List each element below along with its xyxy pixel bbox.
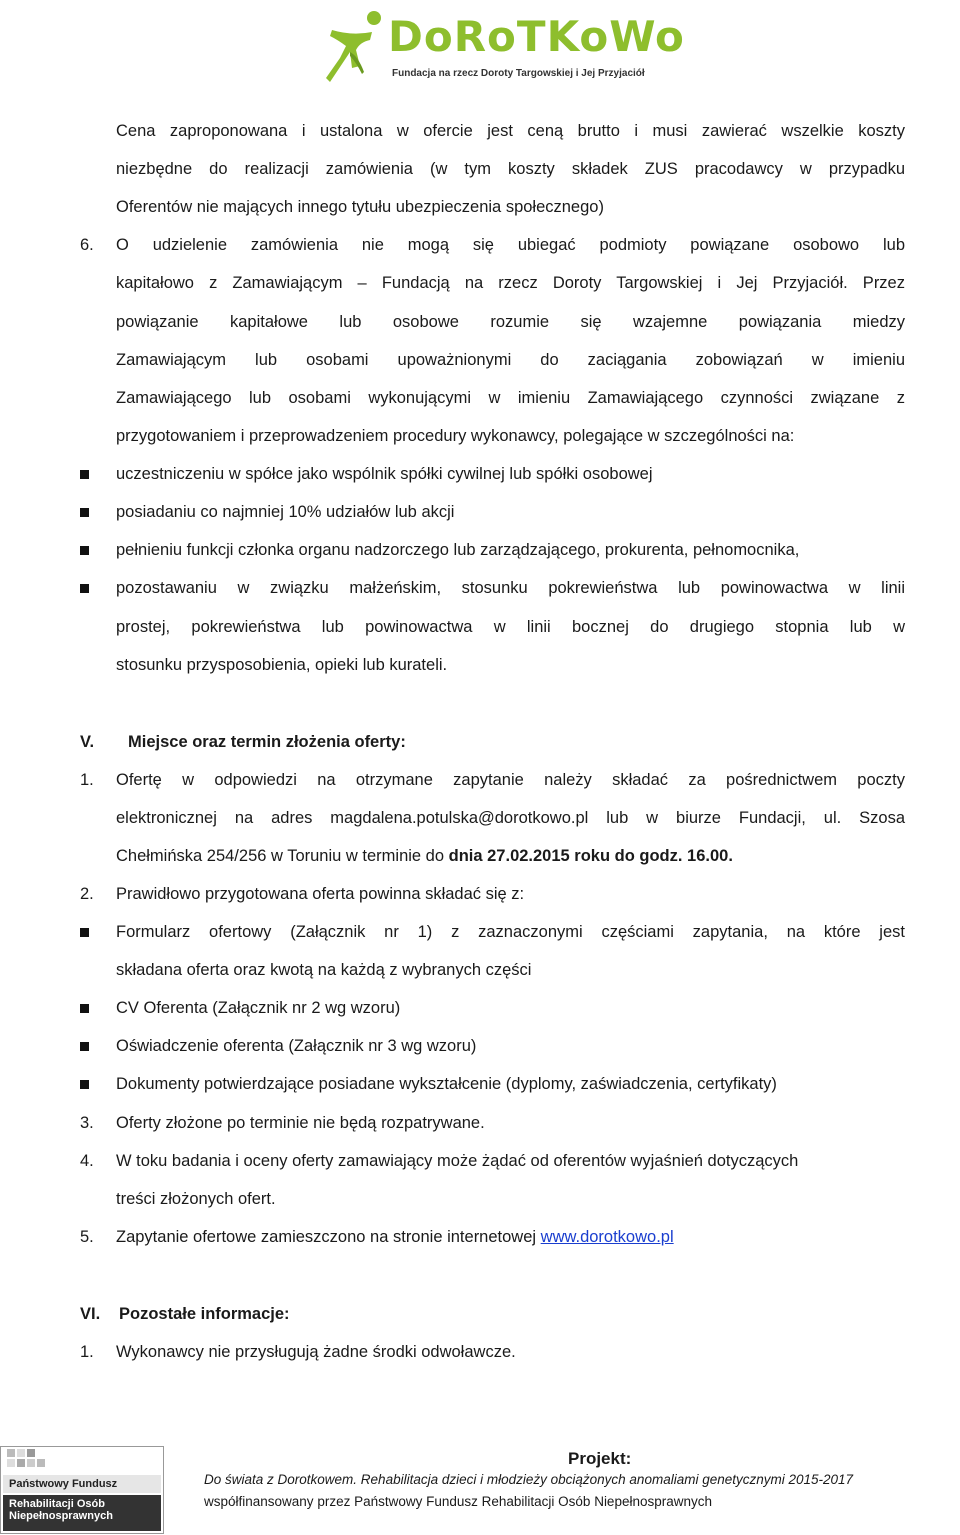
pfron-logo: [0, 1446, 164, 1534]
bullet-icon: [80, 1004, 89, 1013]
bullet-icon: [80, 584, 89, 593]
v-item-2: Prawidłowo przygotowana oferta powinna składać się z:: [116, 885, 525, 903]
bullet-icon: [80, 470, 89, 479]
list-item: stosunku przysposobienia, opieki lub kurateli.: [116, 656, 448, 674]
footer-project-label: Projekt:: [568, 1449, 632, 1468]
bullet-icon: [80, 1080, 89, 1089]
v-item-1-line: elektronicznej na adres magdalena.potulska@dorotkowo.pl lub w biurze Fundacji, ul. Szosa: [116, 809, 905, 827]
section-v-number: V.: [80, 733, 95, 751]
v-item-1-line: Ofertę w odpowiedzi na otrzymane zapytanie należy składać za pośrednictwem poczty: [116, 771, 905, 789]
pfron-dark-block: [3, 1495, 161, 1531]
paragraph-line: niezbędne do realizacji zamówienia (w tym koszty składek ZUS pracodawcy w przypadku: [116, 160, 905, 178]
list-item: składana oferta oraz kwotą na każdą z wybranych części: [116, 961, 532, 979]
footer-project-title: Do świata z Dorotkowem. Rehabilitacja dzieci i młodzieży obciążonych anomaliami genetycznymi 2015-2017: [204, 1472, 854, 1487]
item-6-line: Zamawiającego lub osobami wykonującymi w imieniu Zamawiającego czynności związane z: [116, 389, 905, 407]
list-number: 1.: [80, 1343, 94, 1361]
section-v-heading: Miejsce oraz termin złożenia oferty:: [128, 733, 406, 751]
vi-item-1: Wykonawcy nie przysługują żadne środki odwoławcze.: [116, 1343, 516, 1361]
pfron-line-3: Niepełnosprawnych: [9, 1510, 113, 1522]
bullet-icon: [80, 1042, 89, 1051]
list-item: Oświadczenie oferenta (Załącznik nr 3 wg wzoru): [116, 1037, 477, 1055]
pfron-pattern-icon: [7, 1449, 87, 1473]
deadline-date: dnia 27.02.2015 roku do godz. 16.00.: [448, 847, 733, 865]
logo-subtitle: Fundacja na rzecz Doroty Targowskiej i Jej Przyjaciół: [392, 68, 645, 79]
dancer-icon: [322, 6, 392, 88]
website-link[interactable]: www.dorotkowo.pl: [540, 1228, 674, 1246]
list-number: 6.: [80, 236, 94, 254]
dorotkowo-logo: [322, 6, 685, 86]
section-vi-number: VI.: [80, 1305, 101, 1323]
paragraph-line: Oferentów nie mających innego tytułu ubezpieczenia społecznego): [116, 198, 604, 216]
pfron-line-1: Państwowy Fundusz: [3, 1475, 161, 1493]
item-6-line: powiązanie kapitałowe lub osobowe rozumie się wzajemne powiązania miedzy: [116, 313, 905, 331]
v-item-4-line: treści złożonych ofert.: [116, 1190, 276, 1208]
v-item-5-text: Zapytanie ofertowe zamieszczono na stronie internetowej: [116, 1228, 541, 1246]
list-item: CV Oferenta (Załącznik nr 2 wg wzoru): [116, 999, 401, 1017]
logo-name: DoRoTKoWo: [388, 12, 685, 61]
item-6-line: Zamawiającym lub osobami upoważnionymi do zaciągania zobowiązań w imieniu: [116, 351, 905, 369]
list-item: Formularz ofertowy (Załącznik nr 1) z zaznaczonymi częściami zapytania, na które jest: [116, 923, 905, 941]
v-item-5: [116, 1227, 674, 1247]
list-number: 1.: [80, 771, 94, 789]
item-6-line: kapitałowo z Zamawiającym – Fundacją na rzecz Doroty Targowskiej i Jej Przyjaciół. Przez: [116, 274, 905, 292]
list-item: Dokumenty potwierdzające posiadane wykształcenie (dyplomy, zaświadczenia, certyfikaty): [116, 1075, 777, 1093]
list-number: 2.: [80, 885, 94, 903]
list-number: 3.: [80, 1114, 94, 1132]
section-vi-heading: Pozostałe informacje:: [119, 1305, 290, 1323]
list-item: prostej, pokrewieństwa lub powinowactwa w linii bocznej do drugiego stopnia lub w: [116, 618, 905, 636]
bullet-icon: [80, 546, 89, 555]
item-6-line: przygotowaniem i przeprowadzeniem procedury wykonawcy, polegające w szczególności na:: [116, 427, 795, 445]
v-item-4-line: W toku badania i oceny oferty zamawiający może żądać od oferentów wyjaśnień dotyczących: [116, 1152, 799, 1170]
paragraph-line: Cena zaproponowana i ustalona w ofercie jest ceną brutto i musi zawierać wszelkie koszty: [116, 122, 905, 140]
list-item: posiadaniu co najmniej 10% udziałów lub akcji: [116, 503, 455, 521]
bullet-icon: [80, 508, 89, 517]
footer-cofinancing: współfinansowany przez Państwowy Fundusz Rehabilitacji Osób Niepełnosprawnych: [204, 1494, 713, 1509]
list-item: uczestniczeniu w spółce jako wspólnik spółki cywilnej lub spółki osobowej: [116, 465, 653, 483]
list-item: pozostawaniu w związku małżeńskim, stosunku pokrewieństwa lub powinowactwa w linii: [116, 579, 905, 597]
list-number: 4.: [80, 1152, 94, 1170]
item-6-line: O udzielenie zamówienia nie mogą się ubiegać podmioty powiązane osobowo lub: [116, 236, 905, 254]
list-item: pełnieniu funkcji członka organu nadzorczego lub zarządzającego, prokurenta, pełnomocnika,: [116, 541, 800, 559]
deadline-prefix: Chełmińska 254/256 w Toruniu w terminie do: [116, 847, 449, 865]
pfron-line-2: Rehabilitacji Osób: [9, 1498, 105, 1510]
bullet-icon: [80, 928, 89, 937]
v-item-1-line: [116, 846, 733, 866]
list-number: 5.: [80, 1228, 94, 1246]
v-item-3: Oferty złożone po terminie nie będą rozpatrywane.: [116, 1114, 485, 1132]
